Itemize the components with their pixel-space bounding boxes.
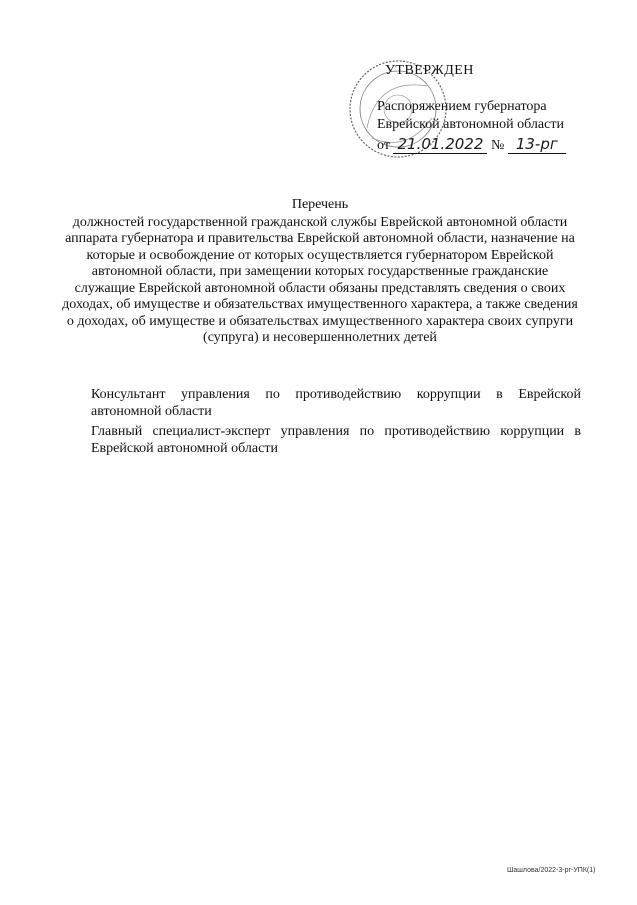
number-label: № xyxy=(490,138,505,153)
handwritten-date: 21.01.2022 xyxy=(393,135,487,154)
position-item: Консультант управления по противодействию коррупции в Еврейской автономной области xyxy=(91,387,581,419)
document-title: Перечень xyxy=(291,197,349,212)
handwritten-number: 13-рг xyxy=(508,135,566,154)
approval-date-number xyxy=(377,135,566,155)
positions-list xyxy=(91,386,581,460)
position-item: Главный специалист-эксперт управления по противодействию коррупции в Еврейской автономной области xyxy=(91,424,581,456)
approval-line-order: Распоряжением губернатора xyxy=(377,99,547,114)
document-subtitle: должностей государственной гражданской службы Еврейской автономной области аппарата губернатора и правительства Еврейской автономной области, назначение на которые и освобождение от которых осуществляется губернатором Еврейской автономной области, при замещении которых государственные гражданские служащие Еврейской автономной области обязаны представлять сведения о своих доходах, об имуществе и обязательствах имущественного характера, а также сведения о доходах, об имуществе и обязательствах имущественного характера своих супруги (супруга) и несовершеннолетних детей xyxy=(62,214,578,345)
from-label: от xyxy=(377,138,390,153)
document-heading xyxy=(60,197,580,347)
approval-title: УТВЕРЖДЕН xyxy=(385,63,474,78)
approval-line-region: Еврейской автономной области xyxy=(377,117,564,132)
document-code: Шашлова/2022-3-рг-УПК(1) xyxy=(507,867,596,874)
